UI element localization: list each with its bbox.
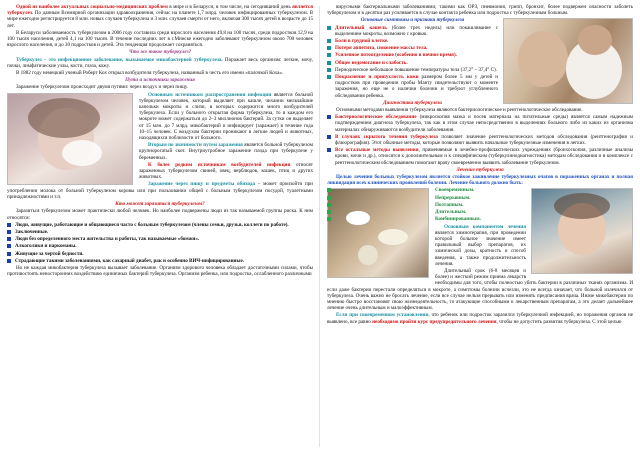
list-item: Заключенные. (7, 229, 313, 235)
list-item: Комбинированным. (327, 216, 633, 222)
who-paragraph: Заразиться туберкулезом может практически любой человек. Но наиболее подвержены люди из так называемой группы риска. К ним относятся: (7, 208, 313, 221)
ways-intro: Заражение туберкулезом происходит двумя путями: через воздух и через пищу. (16, 84, 189, 91)
diagnostics-list (327, 114, 633, 166)
list-item: В случаях скрытого течения туберкулеза позволяет значение рентгенологических методов обследования (рентгенография и флюорография). Этот обычные методы, которые позволяют выявить начальные туберкулезные изменения в легких. (327, 134, 633, 146)
intro-text-1: в мире и в Беларуси, в том числе, на сегодняшний день (167, 4, 293, 10)
coughing-woman-photo (7, 93, 133, 185)
list-item: Поэтапным. (327, 202, 633, 208)
heading-what-is-tb: Что же такое туберкулез? (128, 49, 192, 56)
source-text: является больной туберкулезом человек, который выделяет при кашле, чихании мельчайшие капельки мокроты и слизи, в которых содержится много возбудителей туберкулеза. Если у больного открытая форма туберкулеза, то в каждом его мокроте может содержаться до 2–3 миллионов бактерий. За сутки он выделяет от 15 млн. до 7 млрд. микобактерий и инфицирует (заражает) в течение года 10–15 человек. С воздухом бактерии проникают в легкие людей и животных, находящихся поблизости от больного. (139, 91, 313, 142)
definition-paragraph (7, 57, 313, 69)
list-item: Своевременным. (327, 187, 633, 193)
list-item: Боли в грудной клетке. (327, 38, 633, 44)
second-source-extra: Внутриутробное заражение плода при туберкулезе у беременных. (139, 148, 313, 161)
intro-highlight: Одной из наиболее актуальных социально-медицинских проблем (16, 4, 168, 10)
koch-paragraph: В 1882 году немецкий ученый Роберт Кох открыл возбудителя туберкулеза, названный в честь его имени «палочкой Коха». (16, 70, 284, 77)
heading-ways: Пути и источники заражения (125, 77, 195, 84)
animals-text: относят зараженных туберкулезом свиней, овец, верблюдов, кошек, птиц и других животных. (139, 161, 313, 181)
intro-tb: является туберкулез (7, 4, 313, 17)
risk-group-list (7, 222, 313, 264)
continuation-paragraph: вирусными бактериальными заболеваниями, такими как ОРЗ, пневмония, грипп, бронхит, более подвержен опасности заболеть туберкулезом и в десятки раз усиливается в случае контакта ребенка или подростка с туберкулезным больным. (327, 4, 633, 17)
list-item: Люди, живущие, работающие и общающиеся часто с больным туберкулезом (члены семьи, друзья, коллеги по работе). (7, 222, 313, 228)
second-source-text: является больной туберкулезом крупнорогатый скот. (139, 142, 313, 155)
heading-diagnostics: Диагностика туберкулеза (383, 99, 442, 106)
chemotherapy-paragraph: Основным компонентом лечения является химиотерапия, при проведении которой больное значение имеет правильный выбор препаратов, их химической дозы, кратность и способ введения, а также продолжительность лечения. (435, 223, 526, 267)
column-divider (319, 6, 320, 447)
treatment-principles-list (327, 187, 633, 222)
second-source-highlight: Вторым по значимости путем заражения (148, 142, 243, 149)
list-item: Бактериологическое обследование (микроскопия мазка и посев материала на питательные среды) является самым надежным подтверждением диагноза туберкулеза, так как в этом случае непосредственно в выделениях больного либо из каких из организма материалах обнаруживаются возбудители заболевания. (327, 114, 633, 133)
list-item: Усиленное потоотделение (особенно в ночное время). (327, 52, 633, 58)
list-item: Длительный кашель (более трех недель) или покашливание с выделением мокроты, возможно с кровью. (327, 25, 633, 37)
treatment-paragraph: Целью лечения больных туберкулезом является стойкое заживление туберкулезных очагов в пораженных органах и полная ликвидация всех клинических проявлений болезни. Лечение больного должно быть: (327, 174, 633, 187)
source-highlight: Основным источником распространения инфекции (148, 91, 272, 98)
diagnostics-paragraph: Основными методами выявления туберкулеза являются бактериологическое и рентгенологическое обследование. (336, 107, 583, 114)
left-column (7, 4, 313, 451)
list-item: Потеря аппетита, снижение массы тела. (327, 45, 633, 51)
food-highlight: Заражение через пищу и предметы обихода (148, 181, 256, 188)
right-column (327, 4, 633, 451)
intro-text-2: . По данным Всемирной организации здравоохранения, сейчас на планете 1,7 млрд. человек инфицированных туберкулезом. В мире ежегодно регистрируется 8 млн. новых случаев туберкулеза и 3 млн. случаев смерти от него, включая 300 тысяч детей в возрасте до 15 лет. (7, 10, 313, 29)
list-item: Страдающие такими заболеваниями, как сахарный диабет, рак и особенно ВИЧ-инфицированные. (7, 258, 313, 264)
list-item: Все остальные методы выявления, применяемые в лечебно-профилактических учреждениях (бронхоскопия, различные анализы крови, мочи и др.), относятся к дополнительным и к специфическим (туберкулинодиагностика) методам обследования и в комплексе с рентгенологическим обследованием помогают врачу своевременно выявить заболевание туберкулезом. (327, 147, 633, 166)
prevention-paragraph: Если при своевременном установлении, что ребенок или подросток заразился туберкулезной инфекцией, но поражения органов не выявлено, все равно необходимо пройти курс предупредительного лечения, чтобы не допустить развития туберкулеза. С этой целью (327, 312, 633, 325)
definition-text: Поражает весь организм: легкие, мочу, почки, лимфатические узлы, кости, глаза, кожу. (7, 56, 313, 69)
list-item: Покраснение и припухлость кожи размером более 5 мм у детей и подростков при проведении пробы Манту свидетельствуют о моменте заражения, но еще не о наличии болезни и требуют углубленного обследования ребенка. (327, 74, 633, 99)
list-item: Непрерывным. (327, 195, 633, 201)
intro-paragraph (7, 4, 313, 29)
list-item: Периодическое небольшое повышение температуры тела (37,2° – 37,4° С). (327, 67, 633, 73)
closing-paragraph: Но не каждая микобактерия туберкулеза вызывает заболевание. Организм здорового человека обладает достаточными силами, чтобы противостоять неносторонних воздействию единичных бактерий туберкулеза. Организм ребенка, или подростка, ослабленного различными (7, 264, 313, 278)
list-item: Длительным. (327, 209, 633, 215)
food-text: – может произойти при употреблении молока от больной туберкулезом коровы или при пользовании общей с больным туберкулезом посудой, туалетными принадлежностями и т.п. (7, 181, 313, 200)
stats-paragraph: В Беларуси заболеваемость туберкулезом в 2006 году составила среди взрослого населения 49,8 на 100 тысяч, среди подростков 12,9 на 100 тысяч населения, детей 4,1 на 100 тысяч. В течение последних лет в г.Минске ежегодно заболевают туберкулезом около 700 человек взрослого населения, и до 30 подростков и детей. Эта тенденция продолжает сохраняться. (7, 29, 313, 49)
symptom-list (327, 25, 633, 99)
duration-paragraph: Длительный срок (6-8 месяцев и более) и жесткий режим приема лекарств необходимы для того, чтобы полностью убить бактерии в различных тканях организма. И если даже бактерии перестали определяться в мокроте, а симптомы болезни исчезли, это не всегда означает, что больной излечился от туберкулеза. Очень важно не бросать лечение, если все случае нельзя прерывать или изменять предписания врача. Иначе микобактерии по мнению быстро восстановят свою жизнедеятельность, то атакующие способными к лекарственным препаратам, а это делает дальнейшее лечение очень длительным и малоэффективным. (327, 267, 633, 312)
list-item: Живущие за чертой бедности. (7, 251, 313, 257)
animals-highlight: К более редким источникам возбудителей инфекции (148, 161, 291, 168)
list-item: Общее недомогание и слабость. (327, 60, 633, 66)
definition-highlight: Туберкулез – это инфекционное заболевание, вызываемое микобактерией туберкулеза. (16, 56, 223, 63)
heading-treatment: Лечение туберкулеза (456, 166, 504, 173)
heading-who: Кто может заразиться туберкулезом? (115, 201, 205, 208)
heading-symptoms: Основные симптомы и признаки туберкулеза (360, 17, 465, 24)
list-item: Алкоголики и наркоманы. (7, 243, 313, 249)
list-item: Люди без определенного места жительства и работы, так называемые «бомжи». (7, 236, 313, 242)
